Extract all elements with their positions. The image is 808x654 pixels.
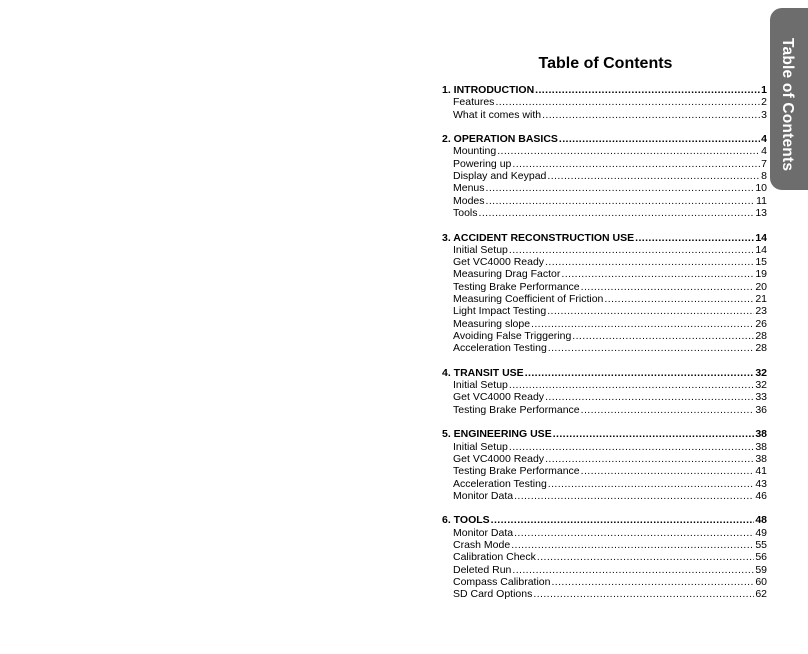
page-title: Table of Contents xyxy=(538,55,673,72)
toc-entry-page-number: 56 xyxy=(755,551,767,564)
toc-entry[interactable] xyxy=(442,207,769,219)
toc-entry-label: Compass Calibration xyxy=(453,575,551,588)
dot-leader xyxy=(548,342,755,354)
toc-entry-page-number: 46 xyxy=(755,489,767,502)
toc-entry-label: Initial Setup xyxy=(453,243,508,256)
toc-entry-label: Calibration Check xyxy=(453,551,536,564)
toc-entry-label: Get VC4000 Ready xyxy=(453,452,545,465)
toc-entry-page-number: 8 xyxy=(761,170,767,183)
dot-leader xyxy=(486,182,755,194)
toc-entry[interactable] xyxy=(442,256,769,268)
dot-leader xyxy=(559,133,760,145)
toc-entry-page-number: 10 xyxy=(755,182,767,195)
toc-entry-page-number: 26 xyxy=(755,317,767,330)
toc-entry-page-number: 20 xyxy=(755,280,767,293)
toc-entry-page-number: 21 xyxy=(755,293,767,306)
toc-section-heading[interactable] xyxy=(442,428,769,440)
side-tab-label: Table of Contents xyxy=(779,38,796,172)
toc-entry-label: Measuring Drag Factor xyxy=(453,268,561,281)
dot-leader xyxy=(553,428,755,440)
toc-entry[interactable] xyxy=(442,330,769,342)
toc-entry-page-number: 11 xyxy=(756,194,767,207)
toc-entry[interactable] xyxy=(442,145,769,157)
dot-leader xyxy=(635,232,754,244)
dot-leader xyxy=(547,305,754,317)
toc-entry[interactable] xyxy=(442,478,769,490)
dot-leader xyxy=(545,391,754,403)
toc-entry[interactable] xyxy=(442,391,769,403)
toc-entry[interactable] xyxy=(442,441,769,453)
toc-section-heading-page-number: 38 xyxy=(755,428,767,441)
toc-entry-label: Deleted Run xyxy=(453,563,512,576)
toc-entry-label: Crash Mode xyxy=(453,538,511,551)
dot-leader xyxy=(509,441,754,453)
dot-leader xyxy=(572,330,754,342)
toc-section-heading-page-number: 48 xyxy=(755,514,767,527)
dot-leader xyxy=(531,318,754,330)
dot-leader xyxy=(512,564,754,576)
toc-entry-page-number: 62 xyxy=(755,588,767,601)
toc-entry-page-number: 23 xyxy=(755,305,767,318)
toc-section-heading-label: 4. TRANSIT USE xyxy=(442,366,524,379)
toc-entry[interactable] xyxy=(442,195,769,207)
toc-entry-label: Display and Keypad xyxy=(453,170,547,183)
toc-section-heading[interactable] xyxy=(442,514,769,526)
dot-leader xyxy=(581,465,755,477)
toc-entry-label: Monitor Data xyxy=(453,526,514,539)
toc-entry-page-number: 33 xyxy=(755,391,767,404)
toc-entry-label: Modes xyxy=(453,194,485,207)
toc-entry-page-number: 28 xyxy=(755,329,767,342)
toc-entry[interactable] xyxy=(442,281,769,293)
toc-entry-page-number: 7 xyxy=(761,157,767,170)
dot-leader xyxy=(509,244,754,256)
dot-leader xyxy=(491,514,755,526)
toc-entry[interactable] xyxy=(442,588,769,600)
dot-leader xyxy=(537,551,754,563)
dot-leader xyxy=(535,84,760,96)
dot-leader xyxy=(604,293,754,305)
dot-leader xyxy=(542,109,760,121)
toc-section-heading[interactable] xyxy=(442,367,769,379)
table-of-contents xyxy=(442,84,769,600)
toc-entry[interactable] xyxy=(442,576,769,588)
toc-entry-page-number: 49 xyxy=(755,526,767,539)
toc-entry[interactable] xyxy=(442,539,769,551)
toc-entry-label: Get VC4000 Ready xyxy=(453,256,545,269)
toc-entry[interactable] xyxy=(442,268,769,280)
toc-section-heading-page-number: 4 xyxy=(761,133,767,146)
section-spacer xyxy=(442,502,769,514)
toc-entry-label: Acceleration Testing xyxy=(453,342,547,355)
toc-entry-label: SD Card Options xyxy=(453,588,533,601)
dot-leader xyxy=(512,158,760,170)
dot-leader xyxy=(545,453,754,465)
toc-entry-label: Light Impact Testing xyxy=(453,305,547,318)
toc-entry[interactable] xyxy=(442,564,769,576)
dot-leader xyxy=(479,207,755,219)
toc-entry-label: Monitor Data xyxy=(453,489,514,502)
toc-entry-label: What it comes with xyxy=(453,108,542,121)
toc-entry[interactable] xyxy=(442,305,769,317)
toc-entry[interactable] xyxy=(442,527,769,539)
dot-leader xyxy=(561,268,754,280)
dot-leader xyxy=(497,145,760,157)
toc-section-heading-page-number: 32 xyxy=(755,366,767,379)
toc-entry-label: Acceleration Testing xyxy=(453,477,547,490)
toc-entry-page-number: 60 xyxy=(755,575,767,588)
toc-entry[interactable] xyxy=(442,293,769,305)
toc-entry[interactable] xyxy=(442,158,769,170)
toc-entry-page-number: 59 xyxy=(755,563,767,576)
toc-entry[interactable] xyxy=(442,96,769,108)
dot-leader xyxy=(511,539,754,551)
toc-entry-label: Menus xyxy=(453,182,485,195)
section-spacer xyxy=(442,355,769,367)
toc-entry-page-number: 4 xyxy=(761,145,767,158)
toc-entry-page-number: 38 xyxy=(755,440,767,453)
toc-entry-label: Powering up xyxy=(453,157,512,170)
toc-entry[interactable] xyxy=(442,551,769,563)
toc-section-heading[interactable] xyxy=(442,84,769,96)
section-spacer xyxy=(442,416,769,428)
toc-entry-label: Testing Brake Performance xyxy=(453,280,580,293)
dot-leader xyxy=(495,96,760,108)
dot-leader xyxy=(514,490,754,502)
toc-section-heading-label: 2. OPERATION BASICS xyxy=(442,133,558,146)
toc-entry[interactable] xyxy=(442,170,769,182)
toc-entry-label: Testing Brake Performance xyxy=(453,403,580,416)
dot-leader xyxy=(533,588,754,600)
toc-entry-label: Mounting xyxy=(453,145,497,158)
toc-entry-label: Tools xyxy=(453,206,478,219)
dot-leader xyxy=(581,281,755,293)
toc-entry-page-number: 13 xyxy=(755,206,767,219)
toc-entry-page-number: 41 xyxy=(755,465,767,478)
toc-section-heading-label: 5. ENGINEERING USE xyxy=(442,428,552,441)
toc-entry-label: Testing Brake Performance xyxy=(453,465,580,478)
toc-section-heading[interactable] xyxy=(442,232,769,244)
toc-entry-label: Measuring slope xyxy=(453,317,531,330)
toc-entry[interactable] xyxy=(442,109,769,121)
toc-entry-page-number: 43 xyxy=(755,477,767,490)
toc-section-heading[interactable] xyxy=(442,133,769,145)
toc-entry[interactable] xyxy=(442,182,769,194)
toc-entry-page-number: 2 xyxy=(761,96,767,109)
toc-entry-page-number: 28 xyxy=(755,342,767,355)
toc-entry-label: Measuring Coefficient of Friction xyxy=(453,293,604,306)
section-spacer xyxy=(442,219,769,231)
toc-section-heading-page-number: 14 xyxy=(755,231,767,244)
toc-entry[interactable] xyxy=(442,318,769,330)
dot-leader xyxy=(509,379,754,391)
dot-leader xyxy=(551,576,754,588)
toc-entry[interactable] xyxy=(442,379,769,391)
toc-section-heading-label: 1. INTRODUCTION xyxy=(442,84,535,96)
toc-entry-label: Features xyxy=(453,96,495,109)
dot-leader xyxy=(525,367,755,379)
dot-leader xyxy=(548,478,755,490)
toc-section-heading-label: 6. TOOLS xyxy=(442,514,490,527)
toc-entry-label: Initial Setup xyxy=(453,379,508,392)
dot-leader xyxy=(545,256,754,268)
toc-entry[interactable] xyxy=(442,342,769,354)
toc-entry-page-number: 32 xyxy=(755,379,767,392)
toc-entry-page-number: 19 xyxy=(755,268,767,281)
dot-leader xyxy=(581,404,755,416)
toc-section-heading-page-number: 1 xyxy=(761,84,767,96)
toc-entry[interactable] xyxy=(442,404,769,416)
toc-entry[interactable] xyxy=(442,244,769,256)
toc-entry[interactable] xyxy=(442,490,769,502)
toc-entry-label: Avoiding False Triggering xyxy=(453,329,572,342)
toc-entry[interactable] xyxy=(442,453,769,465)
toc-entry-label: Initial Setup xyxy=(453,440,508,453)
toc-entry-page-number: 38 xyxy=(755,452,767,465)
dot-leader xyxy=(547,170,760,182)
toc-section-heading-label: 3. ACCIDENT RECONSTRUCTION USE xyxy=(442,231,635,244)
toc-entry-page-number: 15 xyxy=(755,256,767,269)
toc-entry-page-number: 36 xyxy=(755,403,767,416)
toc-entry-page-number: 3 xyxy=(761,108,767,121)
toc-entry-label: Get VC4000 Ready xyxy=(453,391,545,404)
toc-entry-page-number: 55 xyxy=(755,538,767,551)
section-spacer xyxy=(442,121,769,133)
dot-leader xyxy=(514,527,754,539)
dot-leader xyxy=(486,195,756,207)
toc-entry[interactable] xyxy=(442,465,769,477)
toc-entry-page-number: 14 xyxy=(755,243,767,256)
